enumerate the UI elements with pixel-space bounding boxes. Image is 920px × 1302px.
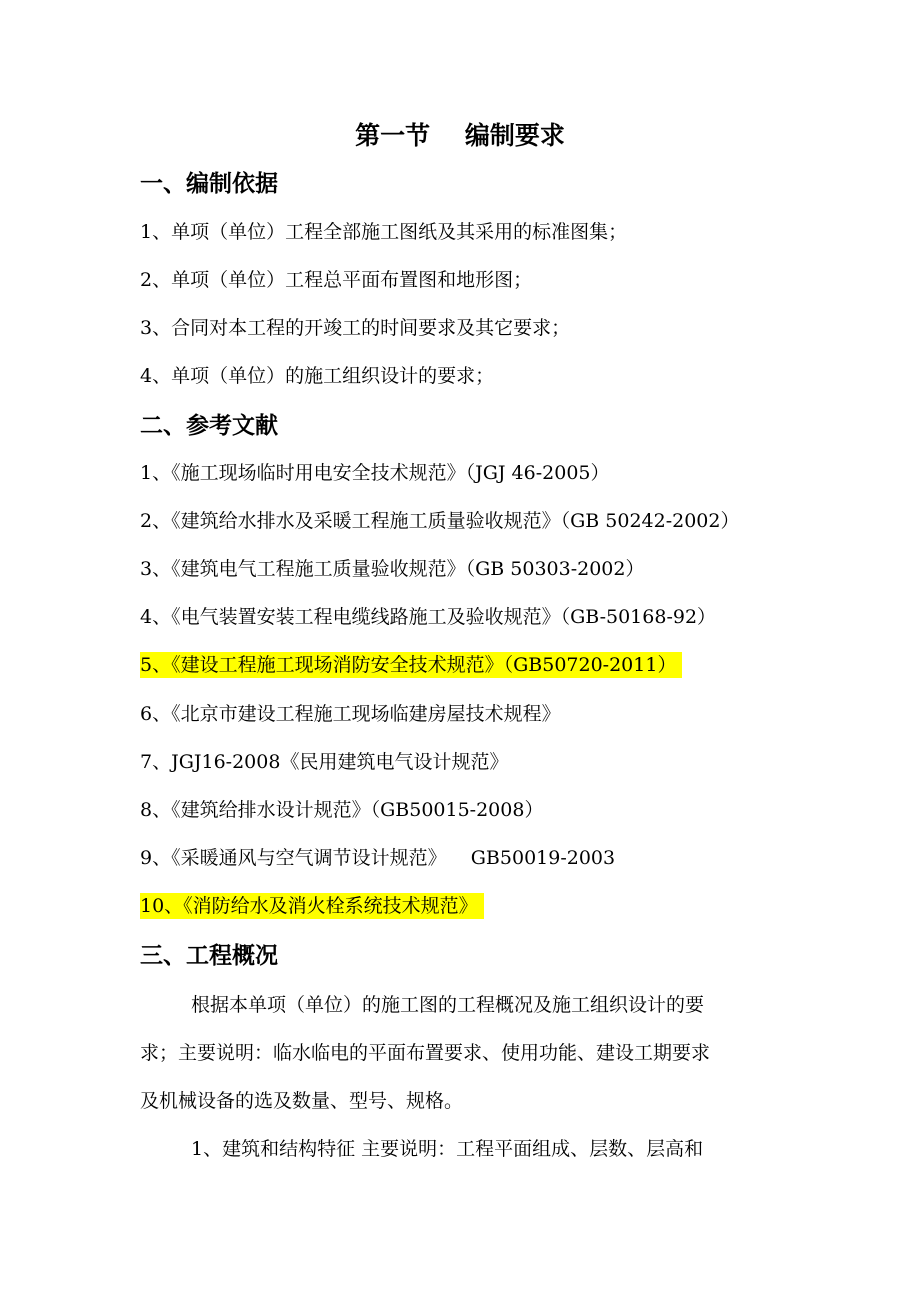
reference-item-6: 6、《北京市建设工程施工现场临建房屋技术规程》 bbox=[140, 703, 561, 725]
page-title: 第一节 编制要求 bbox=[355, 121, 565, 150]
reference-item-8: 8、《建筑给排水设计规范》（GB50015-2008） bbox=[140, 799, 544, 821]
reference-item-3: 3、《建筑电气工程施工质量验收规范》（GB 50303-2002） bbox=[140, 558, 645, 580]
basis-item-2: 2、单项（单位）工程总平面布置图和地形图； bbox=[140, 269, 533, 291]
highlight-mark: 10、《消防给水及消火栓系统技术规范》 bbox=[140, 893, 484, 919]
basis-item-4: 4、单项（单位）的施工组织设计的要求； bbox=[140, 365, 495, 387]
overview-paragraph-line-1: 根据本单项（单位）的施工图的工程概况及施工组织设计的要 bbox=[191, 994, 705, 1016]
reference-item-10-highlighted bbox=[140, 891, 484, 921]
highlight-mark: 5、《建设工程施工现场消防安全技术规范》（GB50720-2011） bbox=[140, 652, 682, 678]
reference-item-5-highlighted bbox=[140, 650, 682, 680]
reference-item-2: 2、《建筑给水排水及采暖工程施工质量验收规范》（GB 50242-2002） bbox=[140, 510, 740, 532]
section-heading-basis: 一、编制依据 bbox=[140, 171, 278, 197]
overview-paragraph-line-2: 求；主要说明：临水临电的平面布置要求、使用功能、建设工期要求 bbox=[140, 1042, 711, 1064]
reference-item-1: 1、《施工现场临时用电安全技术规范》（JGJ 46-2005） bbox=[140, 462, 610, 484]
reference-item-7: 7、JGJ16-2008《民用建筑电气设计规范》 bbox=[140, 751, 509, 773]
overview-paragraph-line-3: 及机械设备的选及数量、型号、规格。 bbox=[140, 1090, 464, 1112]
section-heading-overview: 三、工程概况 bbox=[140, 943, 278, 969]
basis-item-3: 3、合同对本工程的开竣工的时间要求及其它要求； bbox=[140, 317, 571, 339]
basis-item-1: 1、单项（单位）工程全部施工图纸及其采用的标准图集； bbox=[140, 221, 628, 243]
reference-item-4: 4、《电气装置安装工程电缆线路施工及验收规范》（GB-50168-92） bbox=[140, 606, 717, 628]
section-heading-references: 二、参考文献 bbox=[140, 413, 278, 439]
overview-sub-item-1: 1、建筑和结构特征 主要说明：工程平面组成、层数、层高和 bbox=[191, 1138, 704, 1160]
reference-item-9: 9、《采暖通风与空气调节设计规范》 GB50019-2003 bbox=[140, 847, 616, 869]
